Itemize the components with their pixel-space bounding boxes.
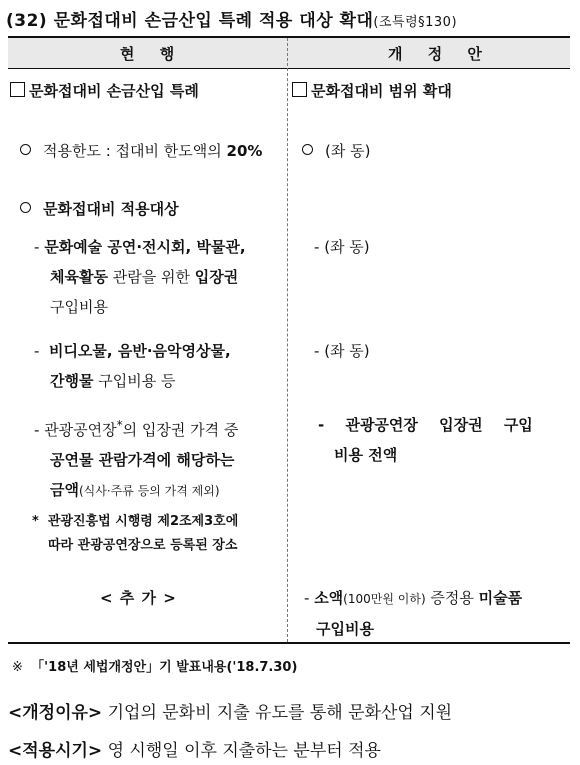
title-reference: (조특령§130) xyxy=(373,15,458,30)
left-limit: 적용한도 : 접대비 한도액의 20% xyxy=(20,136,262,166)
right-add-item: - 소액(100만원 이하) 증정용 미술품 구입비용 xyxy=(304,589,523,638)
comparison-table xyxy=(8,36,570,644)
right-same-3: - (좌 동) xyxy=(314,342,370,360)
circle-bullet-icon xyxy=(302,144,313,155)
page-title: (32) 문화접대비 손금산입 특례 적용 대상 확대(조특령§130) xyxy=(6,11,458,31)
effective-timing: <적용시기> 영 시행일 이후 지출하는 분부터 적용 xyxy=(8,741,381,761)
left-scope-title: 문화접대비 적용대상 xyxy=(20,194,179,224)
checkbox-square-icon xyxy=(292,82,307,97)
left-item-3: - 관광공연장*의 입장권 가격 중 공연물 관람가격에 해당하는 금액(식사·주류 등의 가격 제외) xyxy=(34,418,239,499)
header-revised: 개 정 안 xyxy=(388,45,492,63)
footnote: ※ 「'18년 세법개정안」기 발표내용('18.7.30) xyxy=(12,660,298,675)
left-item-1: - 문화예술 공연·전시회, 박물관, 체육활동 관람을 위한 입장권 구입비용 xyxy=(34,238,246,316)
left-item-2: - 비디오물, 음반·음악영상물, 간행물 구입비용 등 xyxy=(34,342,231,390)
right-same-2: - (좌 동) xyxy=(314,238,370,256)
checkbox-square-icon xyxy=(10,82,25,97)
left-note: * 관광진흥법 시행령 제2조제3호에 따라 관광공연장으로 등록된 장소 xyxy=(32,514,239,553)
circle-bullet-icon xyxy=(20,144,31,155)
right-same-1: (좌 동) xyxy=(302,136,370,166)
circle-bullet-icon xyxy=(20,202,31,213)
header-current: 현 행 xyxy=(120,45,185,63)
revision-reason: <개정이유> 기업의 문화비 지출 유도를 통해 문화산업 지원 xyxy=(8,703,453,723)
right-section-title: 문화접대비 범위 확대 xyxy=(292,80,452,101)
table-header xyxy=(8,38,570,69)
left-section-title: 문화접대비 손금산입 특례 xyxy=(10,80,199,101)
left-add-label: < 추 가 > xyxy=(100,589,177,607)
right-item-3: - 관광공연장 입장권 구입 비용 전액 xyxy=(318,416,533,464)
